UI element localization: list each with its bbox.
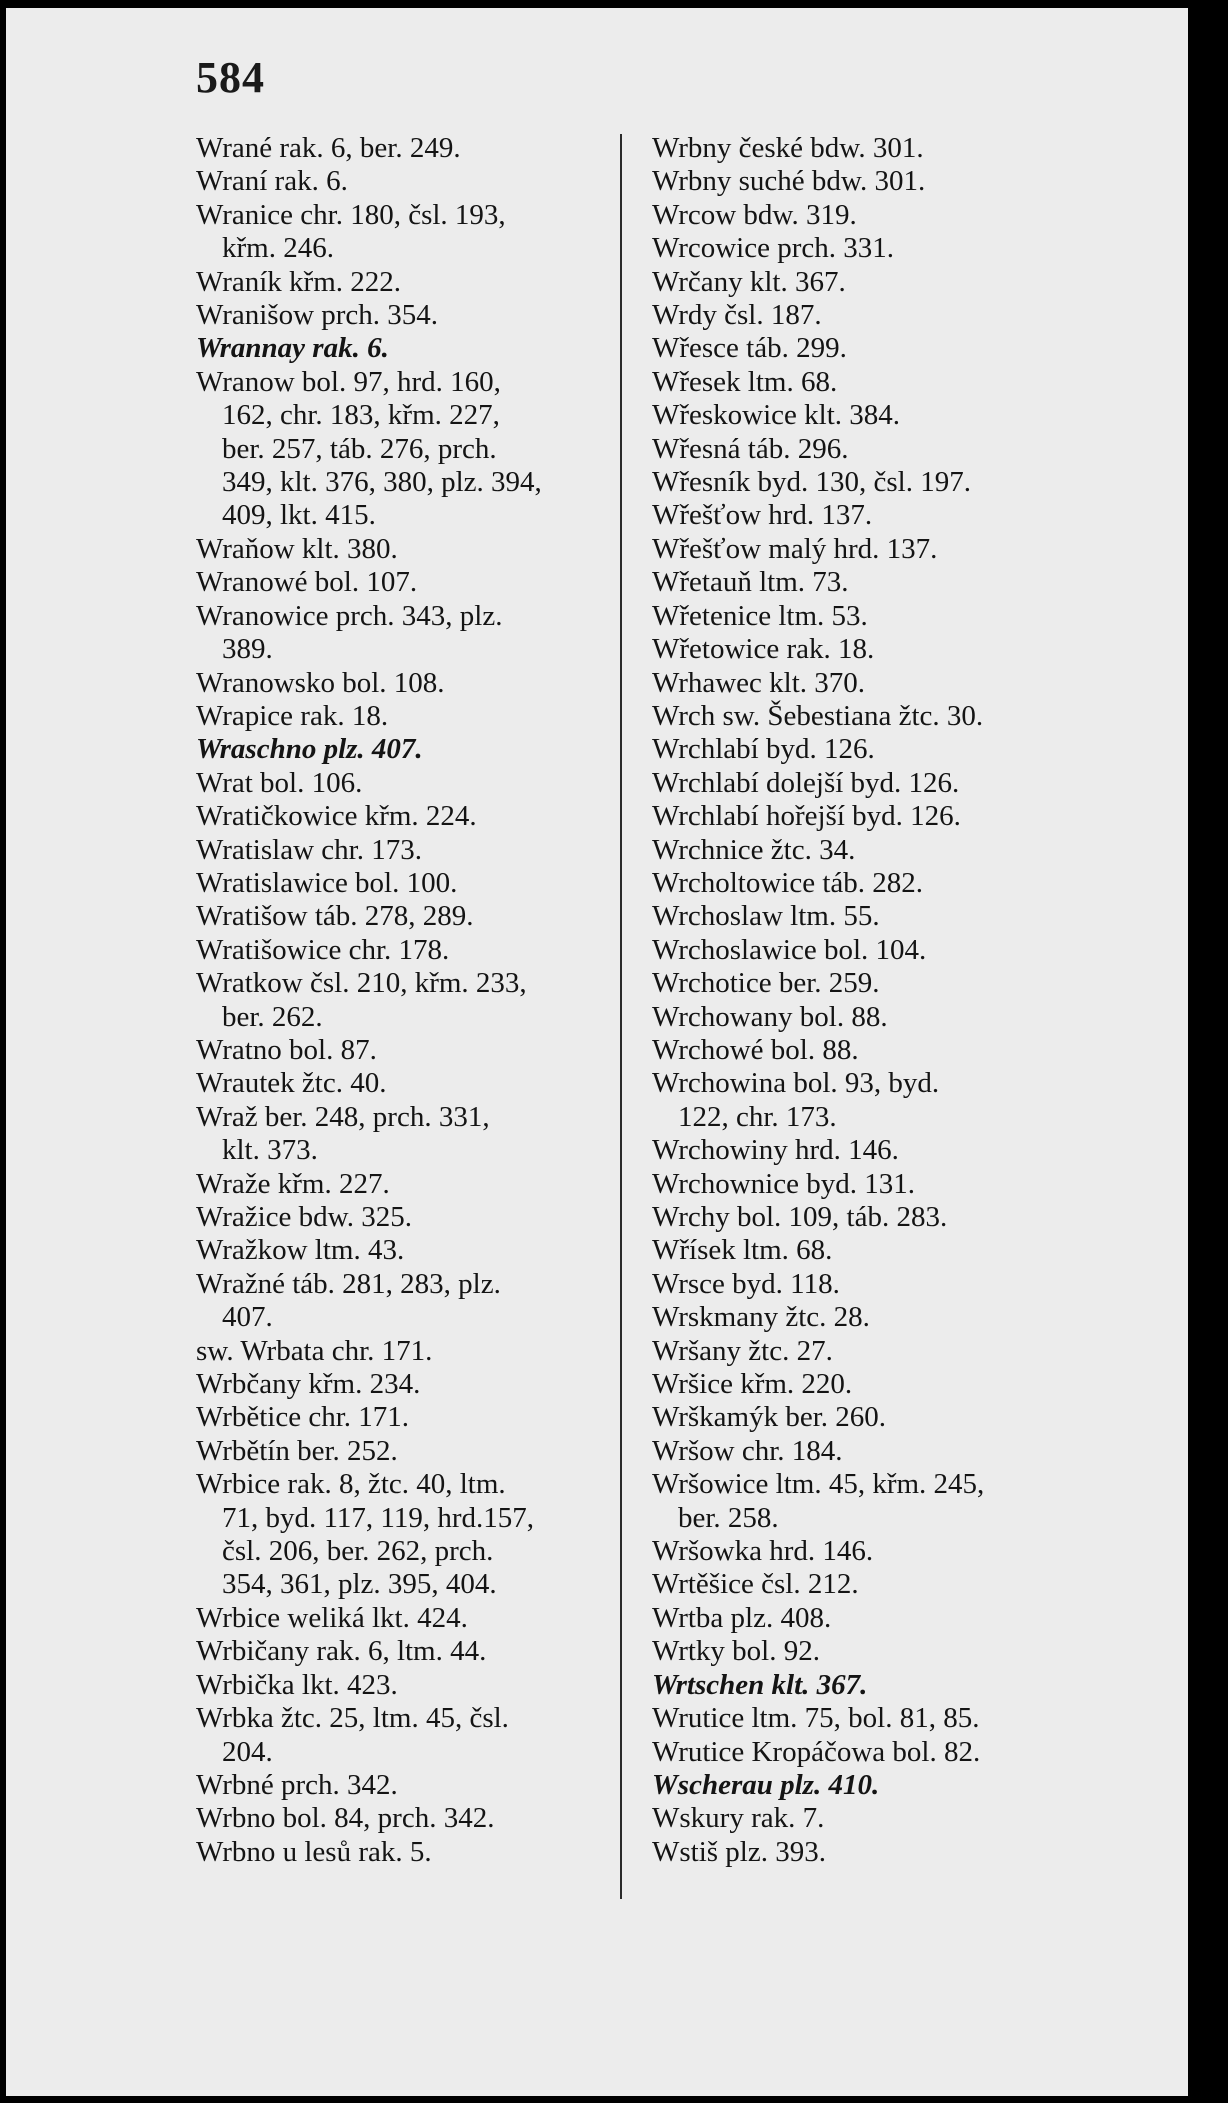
- index-entry: [196, 266, 616, 299]
- entry-headword-line: Wřesek ltm. 68.: [652, 365, 838, 398]
- entry-continuation-line: klt. 373.: [222, 1134, 318, 1167]
- index-entry: [652, 266, 1082, 299]
- index-entry: [652, 1669, 1082, 1702]
- index-entry: [652, 633, 1082, 666]
- index-entry: [196, 1201, 616, 1234]
- index-entry: [652, 934, 1082, 967]
- entry-headword-line: Wrchowiny hrd. 146.: [652, 1134, 899, 1167]
- entry-headword-line: Wrcow bdw. 319.: [652, 198, 857, 231]
- index-entry: [652, 1268, 1082, 1301]
- entry-headword-line: Wrchlabí hořejší byd. 126.: [652, 800, 961, 833]
- entry-headword-line: Wrutice ltm. 75, bol. 81, 85.: [652, 1702, 980, 1735]
- index-entry: [196, 165, 616, 198]
- index-entry: [652, 566, 1082, 599]
- entry-continuation-line: ber. 262.: [222, 1000, 323, 1033]
- index-entry: [196, 366, 616, 533]
- entry-headword-line: Wranowsko bol. 108.: [196, 666, 445, 699]
- entry-headword-line: Wrchowé bol. 88.: [652, 1033, 859, 1066]
- entry-headword-line: Wrchnice žtc. 34.: [652, 833, 856, 866]
- entry-headword-line: Wratkow čsl. 210, křm. 233,: [196, 967, 527, 1000]
- entry-headword-line: Wrautek žtc. 40.: [196, 1067, 387, 1100]
- index-entry: [196, 1234, 616, 1267]
- index-entry: [196, 767, 616, 800]
- entry-headword-line: Wrcholtowice táb. 282.: [652, 866, 924, 899]
- entry-headword-line: Wrchowina bol. 93, byd.: [652, 1067, 940, 1100]
- index-entry: [652, 1702, 1082, 1735]
- index-entry: [652, 767, 1082, 800]
- index-entry: [196, 800, 616, 833]
- entry-headword-line: Wrcowice prch. 331.: [652, 232, 895, 265]
- index-entry: [196, 967, 616, 1034]
- entry-headword-line: Wrbice rak. 8, žtc. 40, ltm.: [196, 1468, 506, 1501]
- index-entry: [652, 1769, 1082, 1802]
- page-number: 584: [196, 53, 265, 102]
- entry-headword-line: Wratišowice chr. 178.: [196, 933, 450, 966]
- entry-headword-line: Wrannay rak. 6.: [196, 332, 389, 365]
- entry-continuation-line: 407.: [222, 1301, 273, 1334]
- index-entry: [196, 299, 616, 332]
- left-column: [196, 132, 616, 1869]
- index-entry: [652, 1635, 1082, 1668]
- entry-continuation-line: 409, lkt. 415.: [222, 499, 376, 532]
- entry-continuation-line: 204.: [222, 1735, 273, 1768]
- entry-headword-line: Wrané rak. 6, ber. 249.: [196, 132, 461, 164]
- entry-headword-line: Wranice chr. 180, čsl. 193,: [196, 198, 506, 231]
- column-divider: [620, 134, 622, 1899]
- entry-headword-line: Wražkow ltm. 43.: [196, 1234, 405, 1267]
- index-entry: [652, 533, 1082, 566]
- index-entry: [196, 1602, 616, 1635]
- index-entry: [196, 1335, 616, 1368]
- index-entry: [196, 533, 616, 566]
- index-entry: [196, 1101, 616, 1168]
- entry-headword-line: Wřesník byd. 130, čsl. 197.: [652, 466, 971, 499]
- entry-continuation-line: ber. 257, táb. 276, prch.: [222, 432, 497, 465]
- entry-headword-line: Wřesná táb. 296.: [652, 432, 849, 465]
- index-entry: [652, 1736, 1082, 1769]
- entry-continuation-line: čsl. 206, ber. 262, prch.: [222, 1535, 494, 1568]
- entry-headword-line: Wřesce táb. 299.: [652, 332, 847, 365]
- index-entry: [652, 232, 1082, 265]
- index-entry: [196, 834, 616, 867]
- index-entry: [196, 1468, 616, 1602]
- index-entry: [652, 1034, 1082, 1067]
- index-entry: [196, 1067, 616, 1100]
- index-entry: [196, 733, 616, 766]
- entry-headword-line: Wrat bol. 106.: [196, 766, 363, 799]
- entry-headword-line: Wrchowany bol. 88.: [652, 1000, 888, 1033]
- index-entry: [196, 1635, 616, 1668]
- page: [6, 8, 1188, 2096]
- entry-headword-line: Wřísek ltm. 68.: [652, 1234, 833, 1267]
- index-entry: [652, 1602, 1082, 1635]
- index-entry: [652, 1301, 1082, 1334]
- index-entry: [652, 165, 1082, 198]
- entry-headword-line: Wršice křm. 220.: [652, 1368, 853, 1401]
- entry-headword-line: Wršany žtc. 27.: [652, 1334, 833, 1367]
- entry-headword-line: Wrtschen klt. 367.: [652, 1668, 868, 1701]
- index-entry: [196, 700, 616, 733]
- index-entry: [196, 1268, 616, 1335]
- entry-headword-line: Wrbice weliká lkt. 424.: [196, 1601, 468, 1634]
- entry-headword-line: Wranowé bol. 107.: [196, 566, 418, 599]
- index-entry: [652, 366, 1082, 399]
- entry-headword-line: Wrbno bol. 84, prch. 342.: [196, 1802, 495, 1835]
- entry-headword-line: Wřešťow malý hrd. 137.: [652, 532, 938, 565]
- entry-headword-line: Wrchownice byd. 131.: [652, 1167, 915, 1200]
- entry-headword-line: Wrčany klt. 367.: [652, 265, 846, 298]
- entry-headword-line: Wrskmany žtc. 28.: [652, 1301, 870, 1334]
- entry-headword-line: Wrch sw. Šebestiana žtc. 30.: [652, 699, 984, 732]
- entry-headword-line: Wrbno u lesů rak. 5.: [196, 1835, 432, 1868]
- entry-continuation-line: 389.: [222, 633, 273, 666]
- entry-headword-line: Wratislaw chr. 173.: [196, 833, 422, 866]
- entry-headword-line: Wraník křm. 222.: [196, 265, 402, 298]
- entry-headword-line: Wrtba plz. 408.: [652, 1601, 832, 1634]
- entry-headword-line: Wrbné prch. 342.: [196, 1768, 398, 1801]
- entry-headword-line: Wscherau plz. 410.: [652, 1768, 880, 1801]
- entry-headword-line: Wrhawec klt. 370.: [652, 666, 866, 699]
- index-entry: [652, 433, 1082, 466]
- index-entry: [652, 834, 1082, 867]
- entry-headword-line: Wrutice Kropáčowa bol. 82.: [652, 1735, 981, 1768]
- index-entry: [652, 733, 1082, 766]
- index-entry: [196, 199, 616, 266]
- entry-headword-line: Wřetowice rak. 18.: [652, 633, 875, 666]
- index-entry: [652, 867, 1082, 900]
- index-entry: [196, 1802, 616, 1835]
- entry-headword-line: Wřeskowice klt. 384.: [652, 399, 901, 432]
- entry-headword-line: Wratičkowice křm. 224.: [196, 800, 477, 833]
- index-entry: [652, 1568, 1082, 1601]
- entry-headword-line: Wršow chr. 184.: [652, 1434, 843, 1467]
- index-entry: [196, 667, 616, 700]
- index-entry: [652, 800, 1082, 833]
- index-entry: [652, 600, 1082, 633]
- index-entry: [196, 600, 616, 667]
- index-entry: [652, 667, 1082, 700]
- index-entry: [652, 1368, 1082, 1401]
- index-entry: [196, 1669, 616, 1702]
- entry-headword-line: Wrapice rak. 18.: [196, 699, 389, 732]
- entry-headword-line: Wršowka hrd. 146.: [652, 1535, 874, 1568]
- right-column: [652, 132, 1082, 1869]
- index-entry: [652, 1134, 1082, 1167]
- entry-headword-line: Wrtky bol. 92.: [652, 1635, 820, 1668]
- entry-continuation-line: 354, 361, plz. 395, 404.: [222, 1568, 497, 1601]
- index-entry: [652, 299, 1082, 332]
- index-entry: [196, 566, 616, 599]
- entry-headword-line: Wrbny české bdw. 301.: [652, 132, 924, 164]
- index-entry: [652, 1401, 1082, 1434]
- index-entry: [652, 499, 1082, 532]
- index-entry: [196, 1368, 616, 1401]
- index-entry: [196, 1435, 616, 1468]
- index-entry: [652, 1234, 1082, 1267]
- index-entry: [652, 1435, 1082, 1468]
- index-entry: [196, 1836, 616, 1869]
- index-entry: [196, 1769, 616, 1802]
- index-entry: [652, 700, 1082, 733]
- index-entry: [652, 332, 1082, 365]
- entry-continuation-line: 122, chr. 173.: [678, 1100, 837, 1133]
- entry-headword-line: Wrbka žtc. 25, ltm. 45, čsl.: [196, 1702, 509, 1735]
- index-entry: [652, 1468, 1082, 1535]
- entry-headword-line: Wranowice prch. 343, plz.: [196, 599, 503, 632]
- entry-headword-line: Wrbčany křm. 234.: [196, 1368, 421, 1401]
- entry-headword-line: Wrbičany rak. 6, ltm. 44.: [196, 1635, 487, 1668]
- entry-headword-line: Wřetauň ltm. 73.: [652, 566, 849, 599]
- entry-headword-line: Wraní rak. 6.: [196, 165, 348, 198]
- entry-headword-line: Wrbětín ber. 252.: [196, 1434, 398, 1467]
- entry-headword-line: Wrchotice ber. 259.: [652, 967, 880, 1000]
- index-entry: [652, 967, 1082, 1000]
- entry-headword-line: Wrchlabí byd. 126.: [652, 733, 875, 766]
- entry-headword-line: Wrbička lkt. 423.: [196, 1668, 398, 1701]
- entry-headword-line: Wrchlabí dolejší byd. 126.: [652, 766, 960, 799]
- index-entry: [652, 1201, 1082, 1234]
- index-entry: [196, 332, 616, 365]
- index-entry: [652, 399, 1082, 432]
- index-entry: [652, 466, 1082, 499]
- index-entry: [652, 1001, 1082, 1034]
- index-entry: [196, 934, 616, 967]
- entry-headword-line: Wřešťow hrd. 137.: [652, 499, 873, 532]
- entry-headword-line: Wraže křm. 227.: [196, 1167, 390, 1200]
- entry-continuation-line: 71, byd. 117, 119, hrd.157,: [222, 1501, 535, 1534]
- entry-headword-line: Wrtěšice čsl. 212.: [652, 1568, 859, 1601]
- entry-headword-line: Wrchoslaw ltm. 55.: [652, 900, 880, 933]
- entry-headword-line: Wratišow táb. 278, 289.: [196, 900, 474, 933]
- index-entry: [196, 867, 616, 900]
- entry-headword-line: Wstiš plz. 393.: [652, 1835, 826, 1868]
- entry-headword-line: Wraschno plz. 407.: [196, 733, 423, 766]
- entry-headword-line: sw. Wrbata chr. 171.: [196, 1334, 433, 1367]
- entry-headword-line: Wskury rak. 7.: [652, 1802, 825, 1835]
- entry-continuation-line: 162, chr. 183, křm. 227,: [222, 399, 500, 432]
- entry-headword-line: Wratno bol. 87.: [196, 1033, 377, 1066]
- entry-headword-line: Wratislawice bol. 100.: [196, 866, 458, 899]
- index-entry: [652, 1802, 1082, 1835]
- entry-headword-line: Wranišow prch. 354.: [196, 299, 439, 332]
- index-entry: [652, 1067, 1082, 1134]
- index-entry: [652, 1535, 1082, 1568]
- entry-headword-line: Wraňow klt. 380.: [196, 532, 398, 565]
- index-entry: [652, 1335, 1082, 1368]
- index-entry: [196, 1401, 616, 1434]
- entry-continuation-line: ber. 258.: [678, 1501, 779, 1534]
- index-entry: [652, 199, 1082, 232]
- entry-headword-line: Wrchy bol. 109, táb. 283.: [652, 1201, 948, 1233]
- entry-headword-line: Wřetenice ltm. 53.: [652, 599, 868, 632]
- index-entry: [652, 1168, 1082, 1201]
- entry-headword-line: Wraž ber. 248, prch. 331,: [196, 1100, 490, 1133]
- entry-headword-line: Wrbětice chr. 171.: [196, 1401, 410, 1434]
- index-entry: [652, 132, 1082, 165]
- index-entry: [652, 1836, 1082, 1869]
- entry-headword-line: Wražné táb. 281, 283, plz.: [196, 1267, 501, 1300]
- entry-headword-line: Wrdy čsl. 187.: [652, 299, 822, 332]
- index-entry: [652, 900, 1082, 933]
- entry-headword-line: Wrchoslawice bol. 104.: [652, 933, 927, 966]
- scan-border: [1188, 0, 1228, 2103]
- index-entry: [196, 132, 616, 165]
- index-entry: [196, 900, 616, 933]
- entry-continuation-line: křm. 246.: [222, 232, 334, 265]
- entry-headword-line: Wražice bdw. 325.: [196, 1201, 412, 1233]
- entry-headword-line: Wrbny suché bdw. 301.: [652, 165, 926, 198]
- entry-headword-line: Wranow bol. 97, hrd. 160,: [196, 365, 501, 398]
- index-entry: [196, 1702, 616, 1769]
- entry-headword-line: Wrškamýk ber. 260.: [652, 1401, 887, 1434]
- entry-headword-line: Wršowice ltm. 45, křm. 245,: [652, 1468, 985, 1501]
- entry-continuation-line: 349, klt. 376, 380, plz. 394,: [222, 466, 542, 499]
- entry-headword-line: Wrsce byd. 118.: [652, 1267, 840, 1300]
- index-entry: [196, 1034, 616, 1067]
- index-entry: [196, 1168, 616, 1201]
